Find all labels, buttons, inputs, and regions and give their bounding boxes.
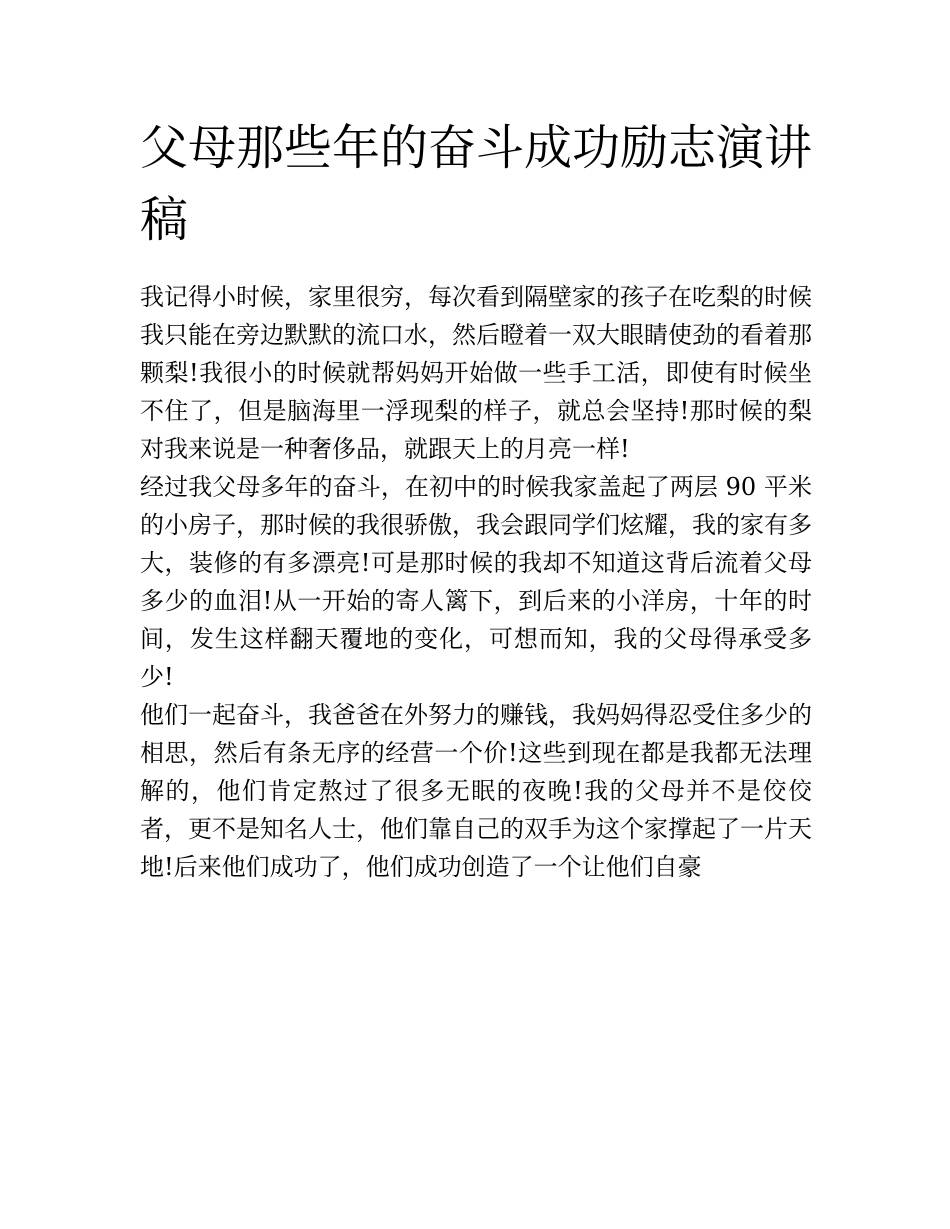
paragraph-3: 他们一起奋斗，我爸爸在外努力的赚钱，我妈妈得忍受住多少的相思，然后有条无序的经营一个价!这些到现在都是我都无法理解的，他们肯定熬过了很多无眠的夜晚!我的父母并不是佼佼者，更不是知名人士，他们靠自己的双手为这个家撑起了一片天地!后来他们成功了，他们成功创造了一个让他们自豪: [140, 701, 812, 881]
document-content: [140, 112, 812, 886]
paragraph-2: 经过我父母多年的奋斗，在初中的时候我家盖起了两层 90 平米的小房子，那时候的我很骄傲，我会跟同学们炫耀，我的家有多大，装修的有多漂亮!可是那时候的我却不知道这背后流着父母多少的血泪!从一开始的寄人篱下，到后来的小洋房，十年的时间，发生这样翻天覆地的变化，可想而知，我的父母得承受多少!: [140, 473, 812, 691]
document-title: 父母那些年的奋斗成功励志演讲稿: [140, 120, 813, 248]
paragraph-1: 我记得小时候，家里很穷，每次看到隔壁家的孩子在吃梨的时候我只能在旁边默默的流口水，然后瞪着一双大眼睛使劲的看着那颗梨!我很小的时候就帮妈妈开始做一些手工活，即使有时候坐不住了，但是脑海里一浮现梨的样子，就总会坚持!那时候的梨对我来说是一种奢侈品，就跟天上的月亮一样!: [140, 283, 812, 463]
document-body: [140, 278, 812, 886]
